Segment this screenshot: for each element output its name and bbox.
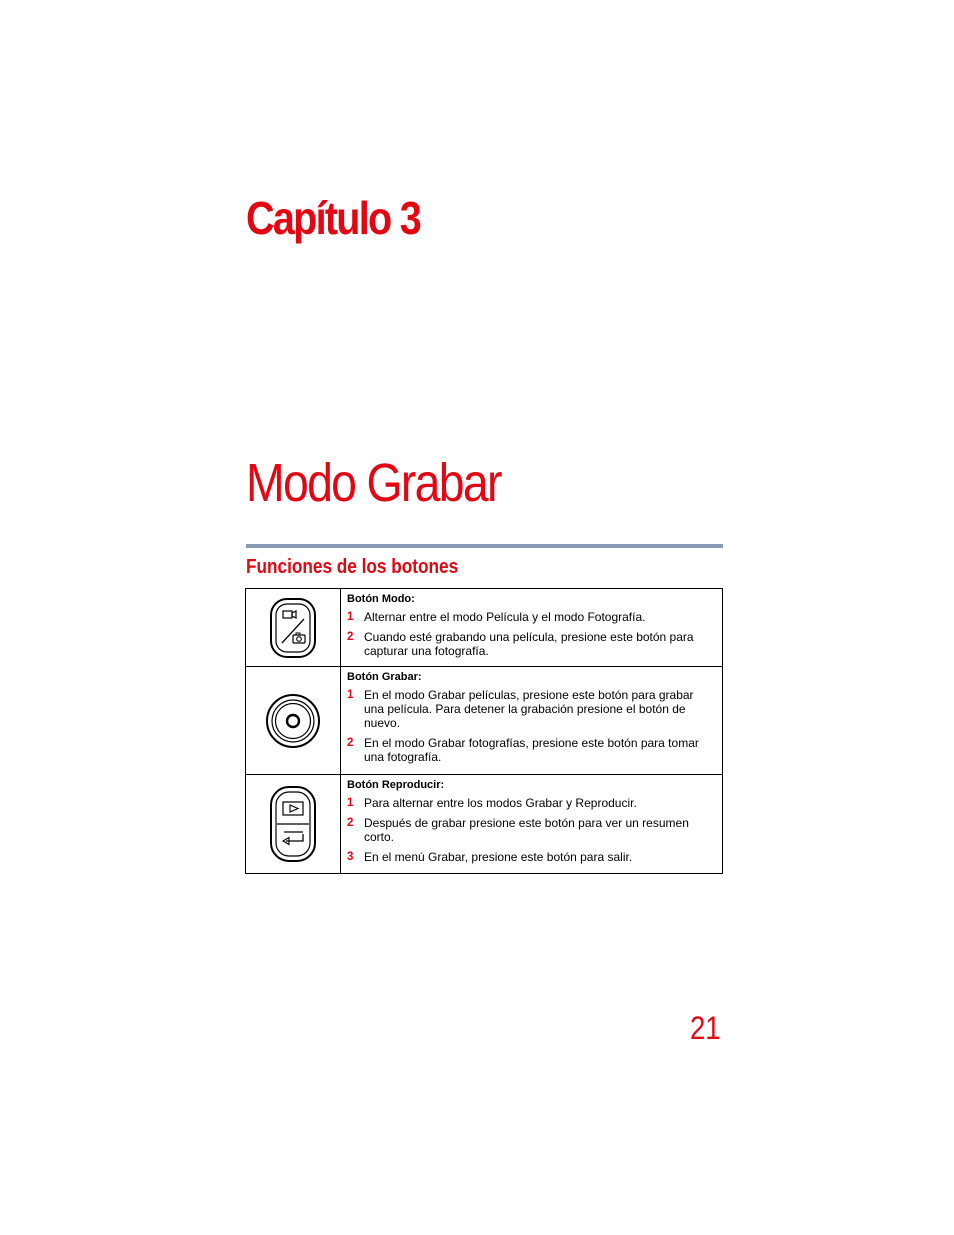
table-row [246, 589, 723, 667]
steps-list [347, 796, 716, 864]
mode-button-icon [269, 597, 317, 659]
playback-button-icon [269, 785, 317, 863]
table-row [246, 667, 723, 775]
description-cell [341, 775, 723, 874]
step-text: Alternar entre el modo Película y el modo Fotografía. [364, 610, 646, 624]
list-item [347, 610, 716, 624]
steps-list [347, 688, 716, 764]
button-functions-table [245, 588, 723, 874]
steps-list [347, 610, 716, 658]
step-number: 1 [347, 611, 354, 623]
button-label: Botón Grabar: [347, 671, 422, 683]
record-button-icon [265, 693, 321, 749]
page-number: 21 [690, 1010, 721, 1046]
button-label: Botón Modo: [347, 593, 415, 605]
step-text: Después de grabar presione este botón para ver un resumen corto. [364, 816, 689, 844]
section-divider [246, 544, 723, 548]
step-number: 1 [347, 689, 354, 701]
list-item [347, 630, 716, 658]
step-text: En el modo Grabar películas, presione este botón para grabar una película. Para detener la grabación presione el botón de nuevo. [364, 688, 694, 730]
list-item [347, 688, 716, 730]
list-item [347, 816, 716, 844]
icon-cell [246, 775, 341, 874]
step-number: 3 [347, 851, 354, 863]
list-item [347, 736, 716, 764]
section-heading: Funciones de los botones [246, 556, 459, 578]
step-text: Para alternar entre los modos Grabar y Reproducir. [364, 796, 637, 810]
chapter-heading: Capítulo 3 [246, 192, 421, 244]
step-text: En el menú Grabar, presione este botón para salir. [364, 850, 633, 864]
list-item [347, 850, 716, 864]
page-title: Modo Grabar [246, 453, 501, 513]
icon-cell [246, 589, 341, 667]
description-cell [341, 667, 723, 775]
step-number: 2 [347, 737, 354, 749]
step-number: 1 [347, 797, 354, 809]
step-text: En el modo Grabar fotografías, presione este botón para tomar una fotografía. [364, 736, 699, 764]
icon-cell [246, 667, 341, 775]
description-cell [341, 589, 723, 667]
step-number: 2 [347, 817, 354, 829]
step-text: Cuando esté grabando una película, presione este botón para capturar una fotografía. [364, 630, 694, 658]
button-label: Botón Reproducir: [347, 779, 445, 791]
step-number: 2 [347, 631, 354, 643]
table-row [246, 775, 723, 874]
list-item [347, 796, 716, 810]
